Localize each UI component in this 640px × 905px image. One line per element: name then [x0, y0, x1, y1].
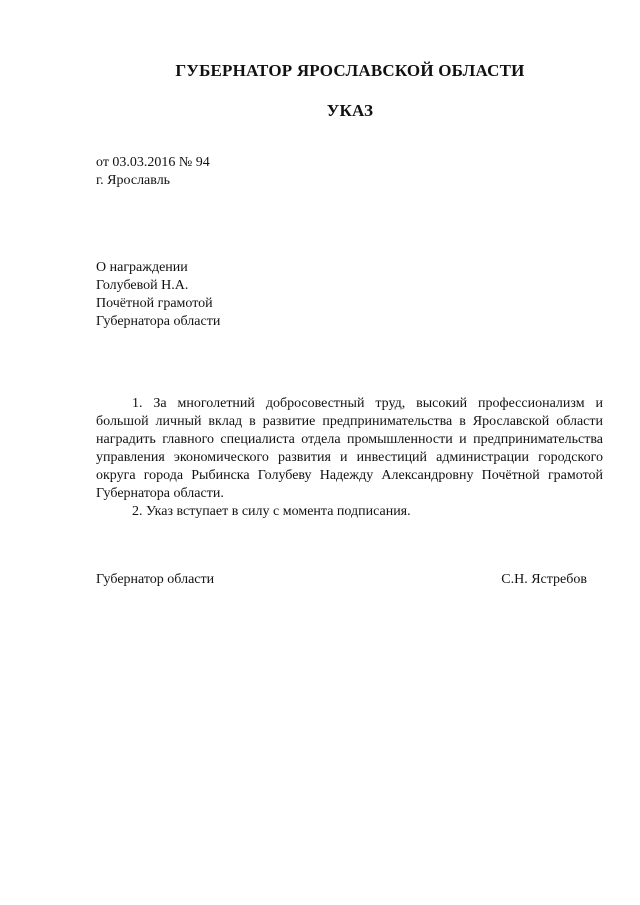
subject-line: Губернатора области [96, 314, 221, 329]
body-paragraph: 1. За многолетний добросовестный труд, высокий профессионализм и большой личный вклад в развитие предпринимательства в Ярославской области наградить главного специалиста отдела промышленности и предпринимательства управления экономического развития и инвестиций администрации городского округа города Рыбинска Голубеву Надежду Александровну Почётной грамотой Губернатора области. [96, 396, 603, 501]
signatory-name: С.Н. Ястребов [501, 572, 587, 587]
subject-line: О награждении [96, 260, 188, 275]
document-type-heading: УКАЗ [326, 101, 374, 120]
document-subject [96, 259, 220, 331]
date-number-line: от 03.03.2016 № 94 [96, 155, 210, 170]
city-line: г. Ярославль [96, 173, 171, 188]
document-body [96, 395, 603, 521]
document-meta [96, 154, 210, 190]
signatory-position: Губернатор области [96, 572, 215, 587]
subject-line: Голубевой Н.А. [96, 278, 189, 293]
issuer-heading: ГУБЕРНАТОР ЯРОСЛАВСКОЙ ОБЛАСТИ [175, 61, 525, 80]
subject-line: Почётной грамотой [96, 296, 213, 311]
body-paragraph: 2. Указ вступает в силу с момента подписания. [132, 504, 411, 519]
